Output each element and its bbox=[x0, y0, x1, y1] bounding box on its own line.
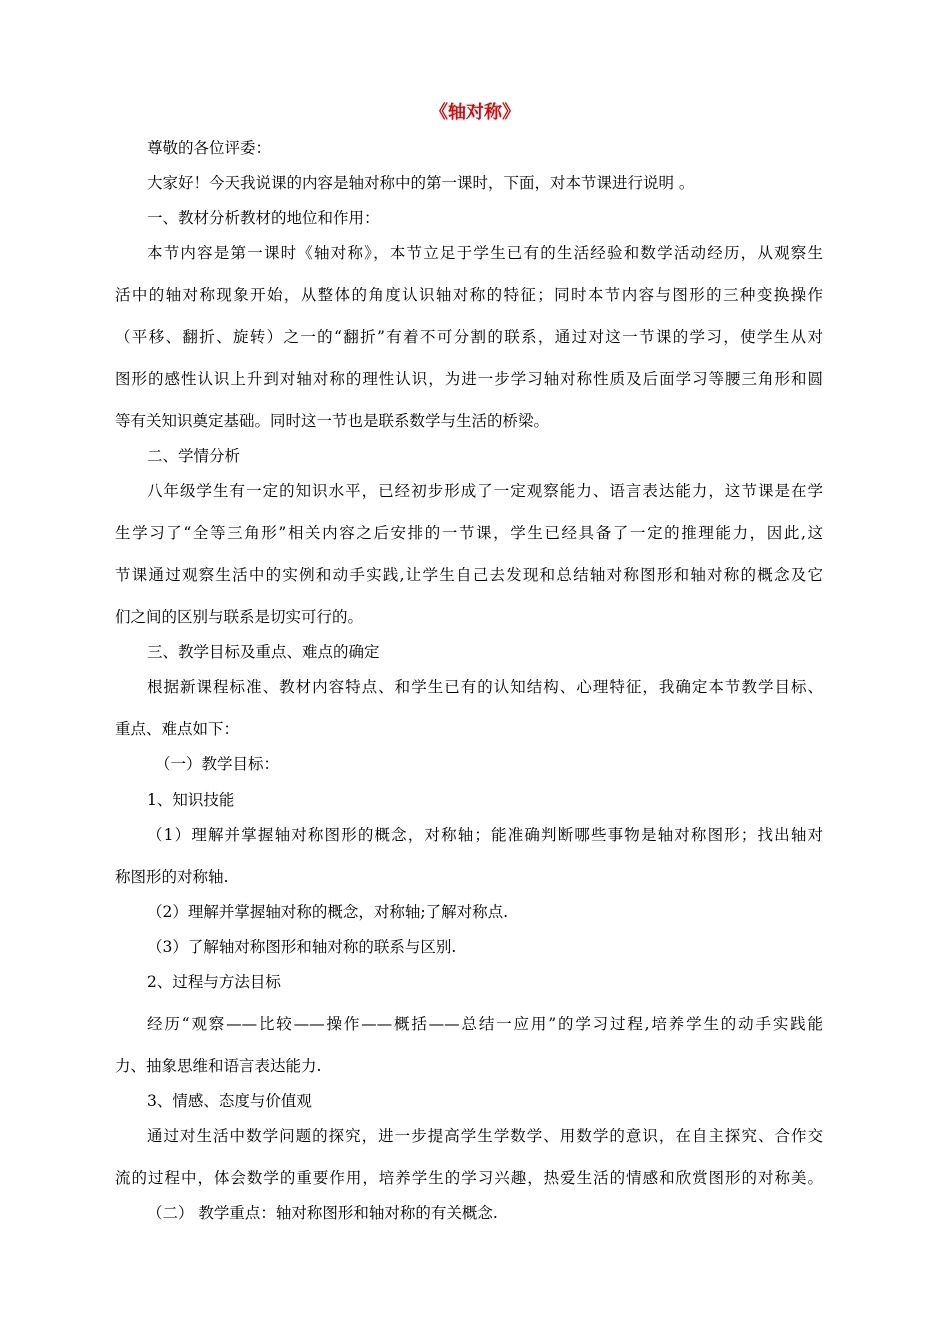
paragraph-line: 大家好！今天我说课的内容是轴对称中的第一课时，下面，对本节课进行说明 。 bbox=[147, 174, 695, 192]
paragraph-line: 图形的感性认识上升到对轴对称的理性认识，为进一步学习轴对称性质及后面学习等腰三角形和圆 bbox=[115, 370, 823, 388]
paragraph-line: 流的过程中，体会数学的重要作用，培养学生的学习兴趣，热爱生活的情感和欣赏图形的对称美。 bbox=[115, 1169, 823, 1187]
subsection-heading: （一）教学目标： bbox=[155, 755, 280, 773]
paragraph-line: 生学习了“全等三角形”相关内容之后安排的一节课，学生已经具备了一定的推理能力，因此,这 bbox=[115, 524, 823, 542]
salutation: 尊敬的各位评委： bbox=[147, 139, 272, 157]
paragraph-line: 们之间的区别与联系是切实可行的。 bbox=[115, 608, 364, 626]
paragraph-line: 根据新课程标准、教材内容特点、和学生已有的认知结构、心理特征，我确定本节教学目标、 bbox=[147, 678, 823, 696]
section-heading: 二、学情分析 bbox=[147, 447, 241, 465]
paragraph-line: 本节内容是第一课时《轴对称》，本节立足于学生已有的生活经验和数学活动经历，从观察生 bbox=[147, 244, 823, 262]
subsection-heading: 3、情感、态度与价值观 bbox=[147, 1092, 312, 1110]
document-title: 《轴对称》 bbox=[430, 102, 520, 123]
subsection-heading: 1、知识技能 bbox=[147, 791, 235, 809]
subsection-heading: 2、过程与方法目标 bbox=[147, 973, 281, 991]
paragraph-line: 称图形的对称轴. bbox=[115, 868, 229, 886]
paragraph-line: （平移、翻折、旋转）之一的“翻折”有着不可分割的联系，通过对这一节课的学习，使学生从对 bbox=[115, 328, 823, 346]
paragraph-line: 节课通过观察生活中的实例和动手实践,让学生自己去发现和总结轴对称图形和轴对称的概念及它 bbox=[115, 566, 823, 584]
subsection-heading: （二） 教学重点：轴对称图形和轴对称的有关概念. bbox=[147, 1204, 498, 1222]
paragraph-line: （1）理解并掌握轴对称图形的概念，对称轴；能准确判断哪些事物是轴对称图形；找出轴对 bbox=[147, 826, 823, 844]
section-heading: 三、教学目标及重点、难点的确定 bbox=[147, 643, 380, 661]
paragraph-line: 通过对生活中数学问题的探究，进一步提高学生学数学、用数学的意识，在自主探究、合作交 bbox=[147, 1127, 823, 1145]
section-heading: 一、教材分析教材的地位和作用： bbox=[147, 209, 380, 227]
paragraph-line: 八年级学生有一定的知识水平，已经初步形成了一定观察能力、语言表达能力，这节课是在学 bbox=[147, 482, 823, 500]
list-item: （3）了解轴对称图形和轴对称的联系与区别. bbox=[147, 938, 457, 956]
list-item: （2）理解并掌握轴对称的概念，对称轴;了解对称点. bbox=[147, 903, 509, 921]
paragraph-line: 经历“观察——比较——操作——概括——总结一应用”的学习过程,培养学生的动手实践能 bbox=[147, 1015, 823, 1033]
paragraph-line: 等有关知识奠定基础。同时这一节也是联系数学与生活的桥梁。 bbox=[115, 412, 550, 430]
paragraph-line: 活中的轴对称现象开始，从整体的角度认识轴对称的特征；同时本节内容与图形的三种变换操作 bbox=[115, 286, 823, 304]
paragraph-line: 力、抽象思维和语言表达能力. bbox=[115, 1057, 322, 1075]
paragraph-line: 重点、难点如下： bbox=[115, 720, 240, 738]
